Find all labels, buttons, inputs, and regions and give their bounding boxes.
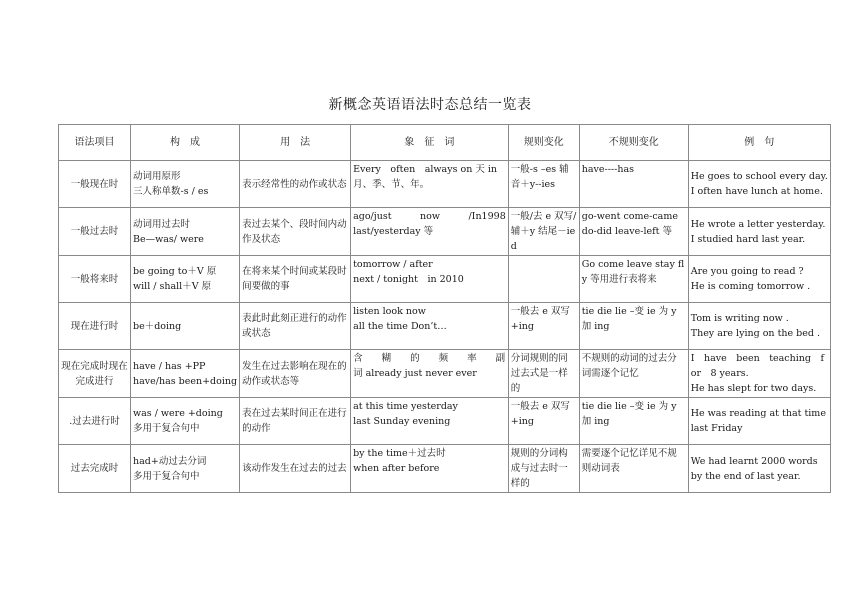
tense-summary-table [58,124,831,493]
tense-signal-words: at this time yesterday last Sunday evening [351,398,509,445]
tense-signal-words: by the time＋过去时 when after before [351,445,509,493]
table-row [59,445,831,493]
tense-irregular-change: 不规则的动词的过去分词需逐个记忆 [579,350,688,398]
tense-regular-change: 规则的分词构成与过去时一样的 [508,445,579,493]
tense-name: 现在完成时现在完成进行 [59,350,131,398]
tense-example: We had learnt 2000 words by the end of last year. [688,445,830,493]
table-row [59,303,831,350]
tense-example: Are you going to read ? He is coming tomorrow . [688,256,830,303]
header-regular-change: 规则变化 [508,125,579,161]
header-form: 构 成 [131,125,240,161]
tense-usage: 在将来某个时间或某段时间要做的事 [240,256,351,303]
tense-example: He goes to school every day. I often have lunch at home. [688,161,830,208]
tense-signal-words: listen look now all the time Don’t… [351,303,509,350]
tense-regular-change: 一般/去 e 双写/辅＋y 结尾－ied [508,208,579,256]
tense-usage: 表在过去某时间正在进行的动作 [240,398,351,445]
tense-name: 一般将来时 [59,256,131,303]
header-usage: 用 法 [240,125,351,161]
tense-usage: 表此时此刻正进行的动作或状态 [240,303,351,350]
table-row [59,208,831,256]
tense-example: Tom is writing now . They are lying on the bed . [688,303,830,350]
tense-regular-change: 一般去 e 双写+ing [508,303,579,350]
tense-form: be going to＋V 原 will / shall＋V 原 [131,256,240,303]
tense-irregular-change: Go come leave stay fly 等用进行表将来 [579,256,688,303]
tense-example: He was reading at that time last Friday [688,398,830,445]
tense-irregular-change: go-went come-came do-did leave-left 等 [579,208,688,256]
tense-usage: 表示经常性的动作或状态 [240,161,351,208]
tense-usage: 发生在过去影响在现在的动作或状态等 [240,350,351,398]
tense-signal-words: ago/just now /In1998 last/yesterday 等 [351,208,509,256]
table-row [59,256,831,303]
tense-signal-words: tomorrow / after next / tonight in 2010 [351,256,509,303]
tense-irregular-change: 需要逐个记忆详见不规则动词表 [579,445,688,493]
tense-irregular-change: tie die lie –变 ie 为 y 加 ing [579,303,688,350]
table-row [59,161,831,208]
tense-name: 一般过去时 [59,208,131,256]
tense-example: He wrote a letter yesterday. I studied hard last year. [688,208,830,256]
tense-form: 动词用过去时 Be—was/ were [131,208,240,256]
header-irregular-change: 不规则变化 [579,125,688,161]
tense-regular-change [508,256,579,303]
tense-name: .过去进行时 [59,398,131,445]
header-example: 例 句 [688,125,830,161]
table-row [59,350,831,398]
table-row [59,398,831,445]
tense-name: 过去完成时 [59,445,131,493]
tense-usage: 该动作发生在过去的过去 [240,445,351,493]
tense-example: I have been teaching for 8 years. He has slept for two days. [688,350,830,398]
tense-form: was / were +doing 多用于复合句中 [131,398,240,445]
tense-name: 现在进行时 [59,303,131,350]
tense-signal-words: Every often always on 天 in 月、季、节、年。 [351,161,509,208]
tense-form: have / has +PP have/has been+doing [131,350,240,398]
tense-regular-change: 一般去 e 双写+ing [508,398,579,445]
table-header-row [59,125,831,161]
tense-signal-words: 含 糊 的 频 率 副词 already just never ever [351,350,509,398]
tense-form: had+动过去分词 多用于复合句中 [131,445,240,493]
tense-regular-change: 一般-s –es 辅音＋y--ies [508,161,579,208]
tense-irregular-change: have----has [579,161,688,208]
tense-irregular-change: tie die lie –变 ie 为 y 加 ing [579,398,688,445]
header-signal-words: 象 征 词 [351,125,509,161]
tense-form: 动词用原形 三人称单数-s / es [131,161,240,208]
tense-regular-change: 分词规则的同过去式是一样的 [508,350,579,398]
tense-form: be＋doing [131,303,240,350]
tense-usage: 表过去某个、段时间内动作及状态 [240,208,351,256]
tense-name: 一般现在时 [59,161,131,208]
page-title: 新概念英语语法时态总结一览表 [328,97,532,113]
header-grammar-item: 语法项目 [59,125,131,161]
